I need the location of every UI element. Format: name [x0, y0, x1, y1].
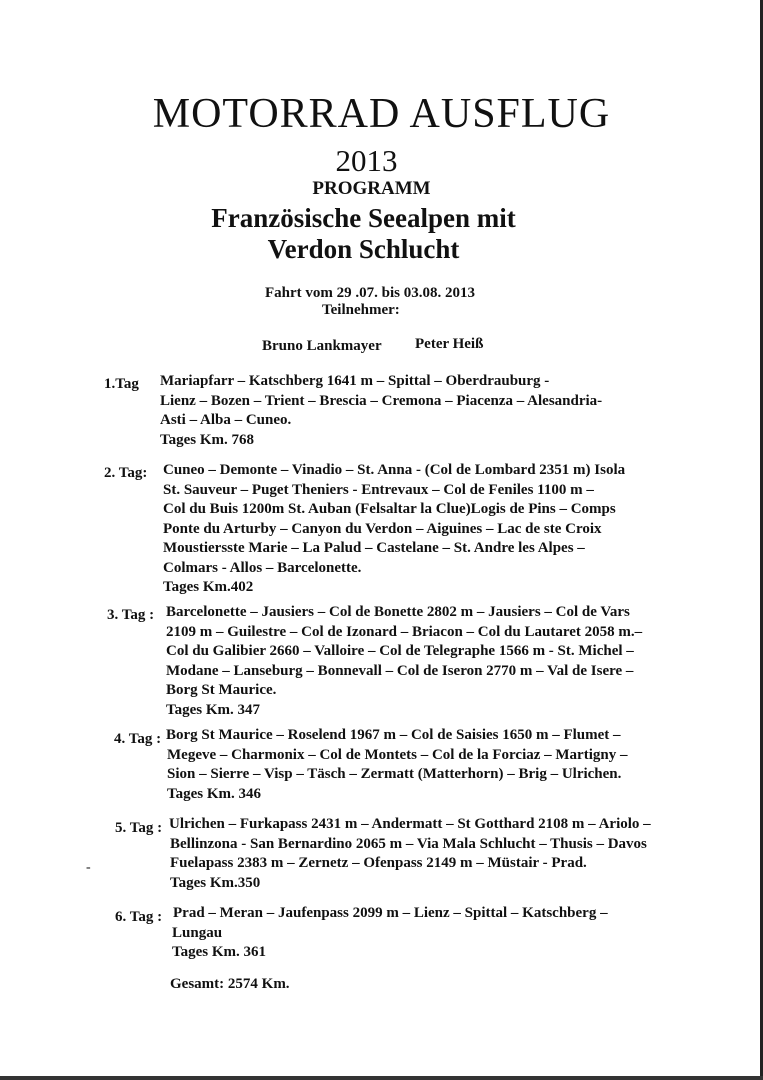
- day-label: 2. Tag:: [104, 465, 148, 481]
- participant-name: Peter Heiß: [415, 336, 484, 352]
- day-label: 5. Tag :: [115, 820, 163, 836]
- route-line: Moustiersste Marie – La Palud – Castelane – St. Andre les Alpes –: [163, 540, 585, 556]
- route-line: Megeve – Charmonix – Col de Montets – Col de la Forciaz – Martigny –: [167, 746, 628, 763]
- route-line: St. Sauveur – Puget Theniers - Entrevaux – Col de Feniles 1100 m –: [163, 481, 594, 498]
- route-line: Ponte du Arturby – Canyon du Verdon – Aiguines – Lac de ste Croix: [163, 520, 602, 537]
- day-km: Tages Km. 361: [172, 944, 267, 960]
- day-route: [170, 815, 651, 893]
- subtitle-line-1: Französische Seealpen mit: [211, 203, 516, 233]
- page-title: MOTORRAD AUSFLUG: [152, 91, 611, 137]
- day-route: [163, 461, 625, 598]
- route-line: 2109 m – Guilestre – Col de Izonard – Briacon – Col du Lautaret 2058 m.–: [166, 623, 643, 640]
- day-route: [167, 726, 627, 804]
- route-line: Lungau: [172, 924, 223, 941]
- program-heading: PROGRAMM: [312, 178, 431, 199]
- day-km: Tages Km. 768: [160, 431, 255, 448]
- route-line: Ulrichen – Furkapass 2431 m – Andermatt – St Gotthard 2108 m – Ariolo –: [169, 816, 651, 832]
- route-line: Lienz – Bozen – Trient – Brescia – Cremona – Piacenza – Alesandria-: [160, 392, 603, 409]
- route-line: Colmars - Allos – Barcelonette.: [163, 559, 362, 576]
- day-label: 6. Tag :: [115, 909, 163, 925]
- day-route: [173, 904, 608, 963]
- route-line: Asti – Alba – Cuneo.: [160, 412, 292, 428]
- year: 2013: [335, 143, 398, 178]
- total-distance: Gesamt: 2574 Km.: [170, 976, 290, 992]
- route-line: Bellinzona - San Bernardino 2065 m – Via Mala Schlucht – Thusis – Davos: [170, 835, 647, 852]
- route-line: Borg St Maurice – Roselend 1967 m – Col de Saisies 1650 m – Flumet –: [166, 727, 621, 743]
- day-label: 1.Tag: [104, 376, 139, 392]
- day-route: [166, 603, 642, 720]
- participant-name: Bruno Lankmayer: [262, 338, 382, 354]
- day-route: [160, 372, 602, 450]
- day-km: Tages Km. 347: [166, 701, 261, 718]
- participants-label: Teilnehmer:: [322, 302, 400, 318]
- day-label: 3. Tag :: [107, 607, 155, 623]
- scan-edge-bottom: [0, 1076, 763, 1080]
- route-line: Mariapfarr – Katschberg 1641 m – Spittal – Oberdrauburg -: [160, 373, 550, 389]
- route-line: Prad – Meran – Jaufenpass 2099 m – Lienz – Spittal – Katschberg –: [173, 905, 608, 921]
- route-line: Col du Galibier 2660 – Valloire – Col de Telegraphe 1566 m - St. Michel –: [166, 643, 634, 659]
- day-km: Tages Km.402: [163, 579, 254, 595]
- day-label: 4. Tag :: [114, 731, 162, 747]
- route-line: Cuneo – Demonte – Vinadio – St. Anna - (Col de Lombard 2351 m) Isola: [163, 462, 626, 478]
- route-line: Sion – Sierre – Visp – Täsch – Zermatt (Matterhorn) – Brig – Ulrichen.: [167, 766, 622, 782]
- route-line: Fuelapass 2383 m – Zernetz – Ofenpass 2149 m – Müstair - Prad.: [170, 855, 587, 871]
- day-km: Tages Km.350: [170, 874, 261, 891]
- route-line: Col du Buis 1200m St. Auban (Felsaltar la Clue)Logis de Pins – Comps: [163, 501, 616, 517]
- scan-mark: -: [86, 860, 91, 875]
- day-km: Tages Km. 346: [167, 785, 262, 802]
- subtitle-line-2: Verdon Schlucht: [267, 234, 460, 264]
- route-line: Modane – Lanseburg – Bonnevall – Col de Iseron 2770 m – Val de Isere –: [166, 662, 634, 679]
- route-line: Borg St Maurice.: [166, 682, 277, 698]
- route-line: Barcelonette – Jausiers – Col de Bonette 2802 m – Jausiers – Col de Vars: [166, 604, 630, 620]
- trip-dates: Fahrt vom 29 .07. bis 03.08. 2013: [265, 285, 475, 301]
